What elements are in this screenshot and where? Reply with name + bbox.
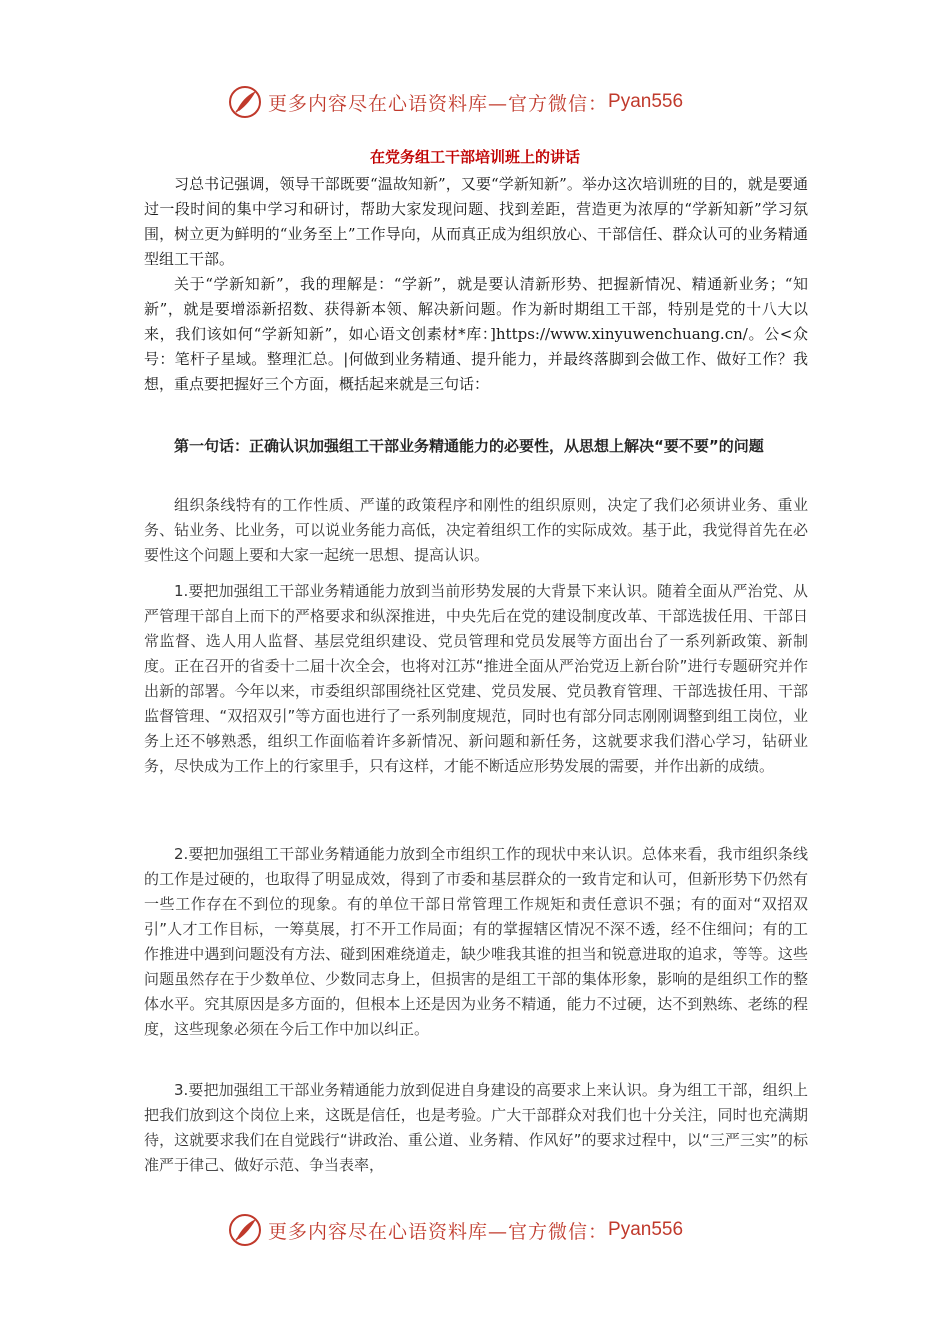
watermark-text: 更多内容尽在心语资料库—官方微信： (268, 1220, 609, 1243)
quill-pen-icon (228, 1213, 262, 1247)
paragraph-point-1: 1.要把加强组工干部业务精通能力放到当前形势发展的大背景下来认识。随着全面从严治党、从严管理干部自上而下的严格要求和纵深推进，中央先后在党的建设制度改革、干部选拔任用、干部日常监督、选人用人监督、基层党组织建设、党员管理和党员发展等方面出台了一系列新政策、新制度。正在召开的省委十二届十次全会，也将对江苏“推进全面从严治党迈上新台阶”进行专题研究并作出新的部署。今年以来，市委组织部围绕社区党建、党员发展、党员教育管理、干部选拔任用、干部监督管理、“双招双引”等方面也进行了一系列制度规范，同时也有部分同志刚刚调整到组工岗位，业务上还不够熟悉，组织工作面临着许多新情况、新问题和新任务，这就要求我们潜心学习，钻研业务，尽快成为工作上的行家里手，只有这样，才能不断适应形势发展的需要，并作出新的成绩。 (144, 582, 808, 775)
section-heading-first: 第一句话：正确认识加强组工干部业务精通能力的必要性，从思想上解决“要不要”的问题 (174, 437, 764, 455)
document-title: 在党务组工干部培训班上的讲话 (369, 148, 580, 166)
watermark-wechat-id: Pyan556 (608, 91, 684, 112)
watermark-banner-bottom (228, 1210, 683, 1250)
watermark-banner-top (228, 82, 683, 122)
quill-pen-icon (228, 85, 262, 119)
paragraph-point-3: 3.要把加强组工干部业务精通能力放到促进自身建设的高要求上来认识。身为组工干部，组织上把我们放到这个岗位上来，这既是信任，也是考验。广大干部群众对我们也十分关注，同时也充满期待，这就要求我们在自觉践行“讲政治、重公道、业务精、作风好”的要求过程中，以“三严三实”的标准严于律己、做好示范、争当表率， (144, 1081, 808, 1174)
paragraph-necessity: 组织条线特有的工作性质、严谨的政策程序和刚性的组织原则，决定了我们必须讲业务、重业务、钻业务、比业务，可以说业务能力高低，决定着组织工作的实际成效。基于此，我觉得首先在必要性这个问题上要和大家一起统一思想、提高认识。 (144, 496, 808, 564)
paragraph-point-2: 2.要把加强组工干部业务精通能力放到全市组织工作的现状中来认识。总体来看，我市组织条线的工作是过硬的，也取得了明显成效，得到了市委和基层群众的一致肯定和认可，但新形势下仍然有一些工作存在不到位的现象。有的单位干部日常管理工作规矩和责任意识不强；有的面对“双招双引”人才工作目标，一筹莫展，打不开工作局面；有的掌握辖区情况不深不透，经不住细问；有的工作推进中遇到问题没有方法、碰到困难绕道走，缺少唯我其谁的担当和锐意进取的追求，等等。这些问题虽然存在于少数单位、少数同志身上，但损害的是组工干部的集体形象，影响的是组织工作的整体水平。究其原因是多方面的，但根本上还是因为业务不精通，能力不过硬，达不到熟练、老练的程度，这些现象必须在今后工作中加以纠正。 (144, 845, 808, 1038)
paragraph-understanding: 关于“学新知新”，我的理解是：“学新”，就是要认清新形势、把握新情况、精通新业务；“知新”，就是要增添新招数、获得新本领、解决新问题。作为新时期组工干部，特别是党的十八大以来，我们该如何“学新知新”，如心语文创素材*库：]https://www.xinyuwenchuang.cn/。公<众号：笔杆子星域。整理汇总。|何做到业务精通、提升能力，并最终落脚到会做工作、做好工作？我想，重点要把握好三个方面，概括起来就是三句话： (144, 275, 808, 393)
paragraph-intro: 习总书记强调，领导干部既要“温故知新”，又要“学新知新”。举办这次培训班的目的，就是要通过一段时间的集中学习和研讨，帮助大家发现问题、找到差距，营造更为浓厚的“学新知新”学习氛围，树立更为鲜明的“业务至上”工作导向，从而真正成为组织放心、干部信任、群众认可的业务精通型组工干部。 (144, 175, 808, 268)
watermark-text: 更多内容尽在心语资料库—官方微信： (268, 92, 609, 115)
watermark-wechat-id: Pyan556 (608, 1219, 684, 1240)
